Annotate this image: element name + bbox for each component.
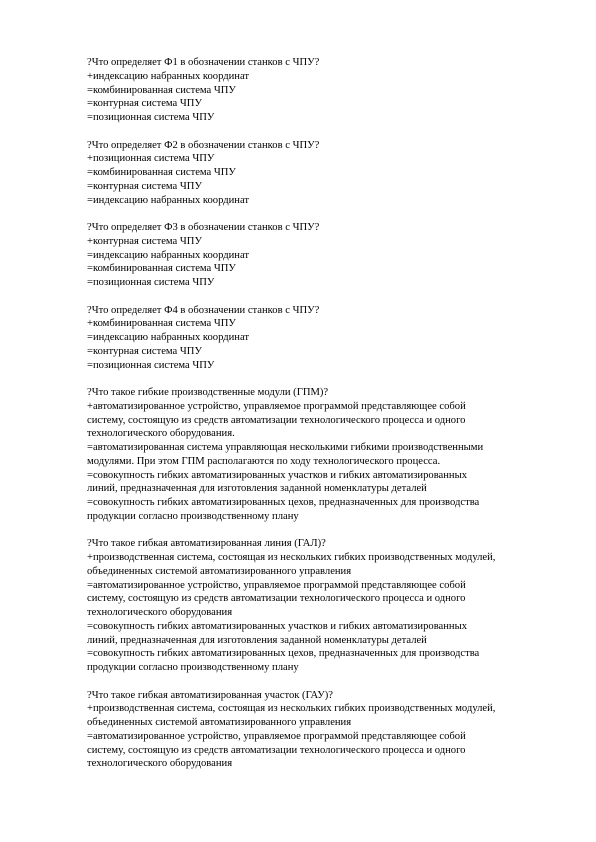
question-block-gal <box>87 537 547 675</box>
answer-line: +индексацию набранных координат <box>87 70 250 82</box>
answer-line: =позиционная система ЧПУ <box>87 359 215 371</box>
answer-line: =автоматизированное устройство, управляемое программой представляющее собой <box>87 579 466 591</box>
answer-line: технологического оборудования. <box>87 428 235 440</box>
answer-line: =индексацию набранных координат <box>87 249 250 261</box>
answer-line: =совокупность гибких автоматизированных участков и гибких автоматизированных <box>87 620 468 632</box>
answer-line: +автоматизированное устройство, управляемое программой представляющее собой <box>87 400 466 412</box>
answer-line: технологического оборудования <box>87 607 233 618</box>
question-text: ?Что такое гибкие производственные модули (ГПМ)? <box>87 387 329 398</box>
question-text: ?Что определяет Ф2 в обозначении станков с ЧПУ? <box>87 139 320 151</box>
answer-line: =комбинированная система ЧПУ <box>87 167 236 178</box>
answer-line: системy, состоящую из средств автоматизации технологического процесса и одного <box>87 593 466 605</box>
answer-line: =комбинированная система ЧПУ <box>87 263 236 275</box>
question-text: ?Что такое гибкая автоматизированная линия (ГАЛ)? <box>87 538 326 550</box>
answer-line: +производственная система, состоящая из нескольких гибких производственных модулей, <box>87 703 496 715</box>
answer-line: =автоматизированная система управляющая несколькими гибкими производственными <box>87 442 484 453</box>
answer-line: продукции согласно производственному плану <box>87 662 299 673</box>
answer-line: =контурная система ЧПУ <box>87 180 202 192</box>
answer-line: +контурная система ЧПУ <box>87 235 202 247</box>
answer-line: +комбинированная система ЧПУ <box>87 318 236 330</box>
answer-line: =индексацию набранных координат <box>87 332 250 343</box>
question-text: ?Что определяет Ф1 в обозначении станков с ЧПУ? <box>87 57 320 68</box>
answer-line: =совокупность гибких автоматизированных цехов, предназначенных для производства <box>87 497 480 508</box>
answer-line: линий, предназначенная для изготовления заданной номенклатуры деталей <box>87 483 427 495</box>
answer-line: системy, состоящую из средств автоматизации технологического процесса и одного <box>87 414 466 426</box>
answer-line: модулями. При этом ГПМ располагаются по ходу технологического процесса. <box>87 455 441 467</box>
answer-line: =индексацию набранных координат <box>87 194 250 206</box>
question-block-f4 <box>87 304 547 373</box>
question-text: ?Что определяет Ф4 в обозначении станков с ЧПУ? <box>87 304 320 316</box>
answer-line: +позиционная система ЧПУ <box>87 153 215 165</box>
answer-line: =совокупность гибких автоматизированных цехов, предназначенных для производства <box>87 648 480 660</box>
question-block-f3 <box>87 221 547 290</box>
question-block-f1 <box>87 56 547 125</box>
question-block-f2 <box>87 139 547 208</box>
answer-line: =позиционная система ЧПУ <box>87 277 215 288</box>
answer-line: =контурная система ЧПУ <box>87 345 202 357</box>
question-text: ?Что такое гибкая автоматизированная участок (ГАУ)? <box>87 689 333 701</box>
answer-line: объединенных системой автоматизированного управления <box>87 717 352 728</box>
answer-line: объединенных системой автоматизированного управления <box>87 565 352 577</box>
question-block-gau <box>87 689 547 772</box>
document-page <box>87 56 547 785</box>
answer-line: технологического оборудования <box>87 758 233 770</box>
question-block-gpm <box>87 386 547 524</box>
answer-line: продукции согласно производственному плану <box>87 510 299 522</box>
answer-line: =контурная система ЧПУ <box>87 98 202 110</box>
answer-line: =позиционная система ЧПУ <box>87 112 215 123</box>
answer-line: =совокупность гибких автоматизированных участков и гибких автоматизированных <box>87 469 468 481</box>
answer-line: линий, предназначенная для изготовления заданной номенклатуры деталей <box>87 634 427 646</box>
answer-line: +производственная система, состоящая из нескольких гибких производственных модулей, <box>87 552 496 563</box>
answer-line: =комбинированная система ЧПУ <box>87 84 236 96</box>
question-text: ?Что определяет Ф3 в обозначении станков с ЧПУ? <box>87 222 320 233</box>
answer-line: системy, состоящую из средств автоматизации технологического процесса и одного <box>87 744 466 756</box>
answer-line: =автоматизированное устройство, управляемое программой представляющее собой <box>87 730 466 742</box>
